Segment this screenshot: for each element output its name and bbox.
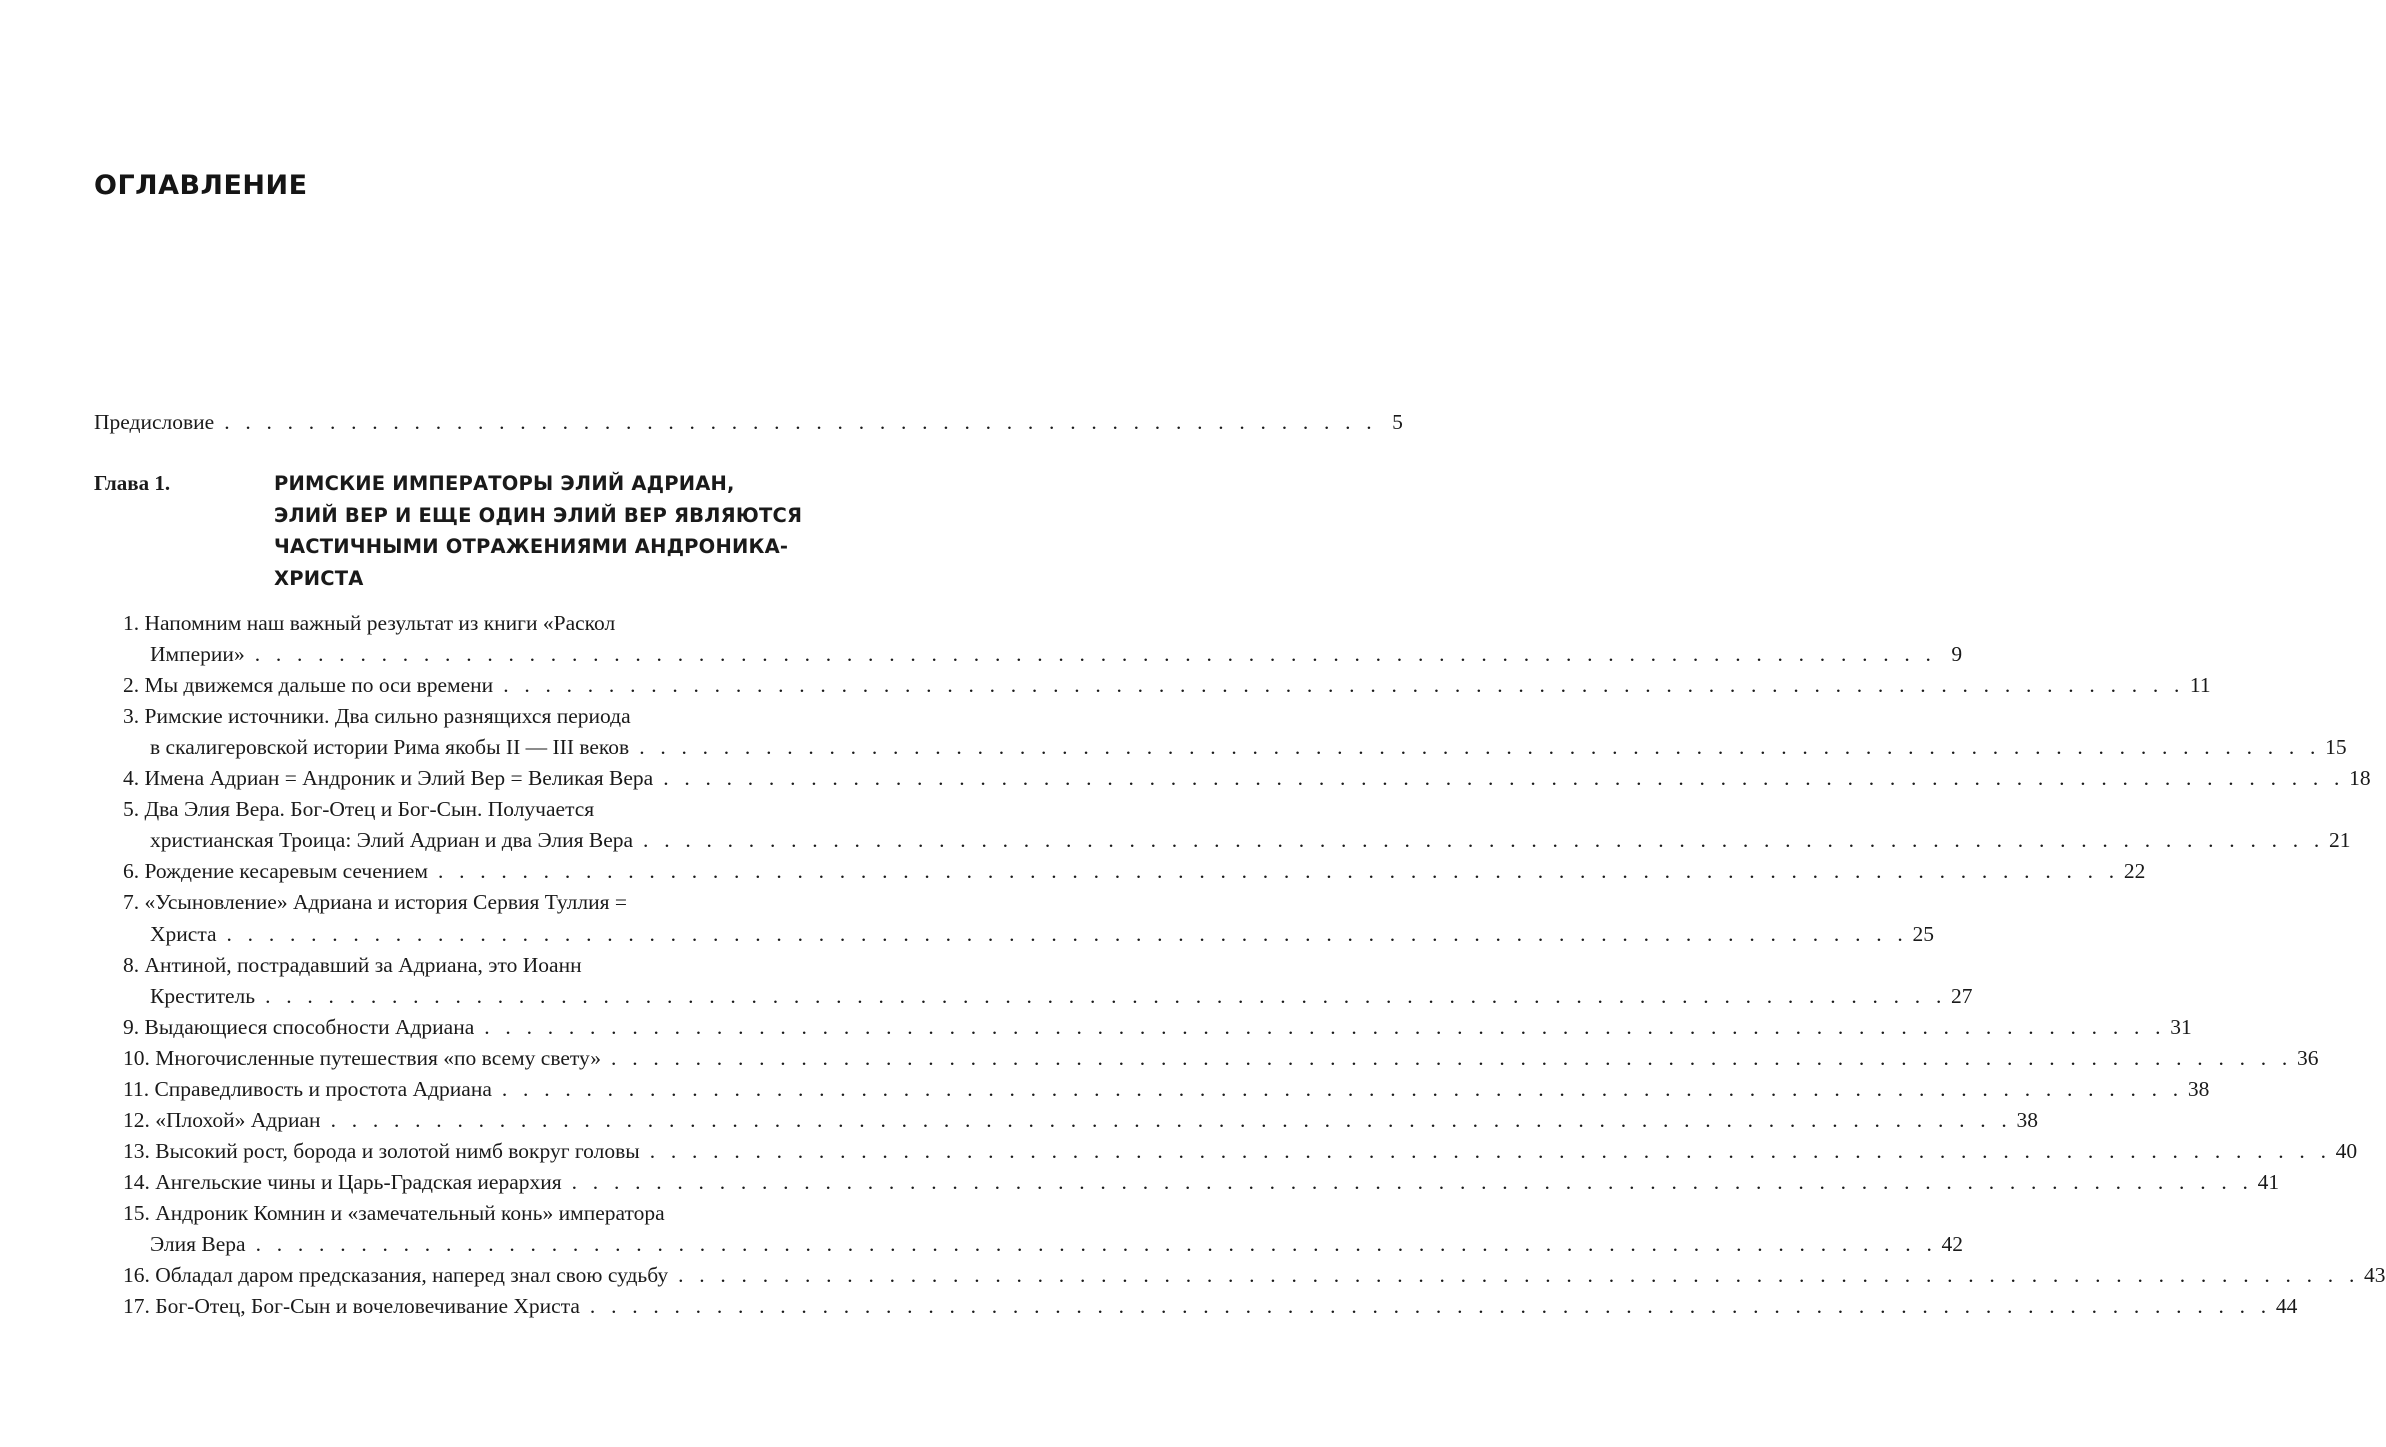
toc-entry[interactable]: [123, 950, 864, 981]
page-title: ОГЛАВЛЕНИЕ: [94, 170, 308, 201]
toc-page-number: 27: [1951, 983, 1973, 1008]
leader-dots: . . . . . . . . . . . . . . . . . . . . . . . . . . . . . . . . . . . . . . . . . . . . . . . . . . . . . . . . . . . . . . . . . . . . . . . . . . . . . . . .: [649, 1138, 2332, 1163]
toc-entry[interactable]: [123, 1012, 2192, 1043]
leader-dots: . . . . . . . . . . . . . . . . . . . . . . . . . . . . . . . . . . . . . . . . . . . . . . . . . . . . . . . . . . . . . . . . . . . . . . . . . . . . . . . .: [611, 1045, 2293, 1070]
toc-entry[interactable]: [123, 1074, 2210, 1105]
toc-entry[interactable]: [123, 887, 864, 918]
toc-entry-label: в скалигеровской истории Рима якобы II — III веков: [150, 735, 630, 760]
toc-entry[interactable]: [123, 856, 2146, 887]
toc-entry-label: 10. Многочисленные путешествия «по всему свету»: [123, 1045, 602, 1070]
toc-page-number: 25: [1912, 921, 1934, 946]
toc-entry-continuation[interactable]: [150, 639, 1963, 670]
toc-entry[interactable]: [123, 1043, 2319, 1074]
toc-entry[interactable]: [123, 701, 864, 732]
chapter-label: Глава 1.: [94, 471, 171, 495]
toc-entry-label: 17. Бог-Отец, Бог-Сын и вочеловечивание Христа: [123, 1294, 580, 1319]
toc-page-number: 40: [2335, 1138, 2358, 1163]
chapter-title-line: ХРИСТА: [274, 566, 364, 590]
toc-page-number: 38: [2016, 1107, 2038, 1132]
toc-page-number: 18: [2349, 766, 2371, 791]
toc-entry-preface[interactable]: [94, 407, 1403, 438]
toc-entry[interactable]: [123, 670, 2211, 701]
toc-entry-continuation[interactable]: [150, 825, 2351, 856]
toc-entry-label: Христа: [150, 921, 217, 946]
toc-page-number: 42: [1941, 1232, 1964, 1256]
leader-dots: . . . . . . . . . . . . . . . . . . . . . . . . . . . . . . . . . . . . . . . . . . . . . . . . . . . . . . . . . . . . . . . . . . . . . . . . . . . . . . . .: [330, 1107, 2012, 1132]
toc-page-number: 9: [1951, 642, 1963, 667]
toc-entry-label: 2. Мы движемся дальше по оси времени: [123, 673, 494, 698]
chapter-title: [274, 468, 874, 594]
toc-entry-label: Креститель: [150, 983, 256, 1008]
toc-entry-label: 16. Обладал даром предсказания, наперед знал свою судьбу: [123, 1263, 669, 1288]
toc-entry-continuation[interactable]: [150, 732, 2347, 763]
toc-entry-continuation[interactable]: [150, 1229, 1964, 1260]
toc-entry-label: христианская Троица: Элий Адриан и два Элия Вера: [150, 828, 634, 853]
leader-dots: . . . . . . . . . . . . . . . . . . . . . . . . . . . . . . . . . . . . . . . . . . . . . . . . . . . . . . . . . . . . . . . . . . . . . . . . . . . . . . . .: [501, 1076, 2184, 1101]
toc-entry[interactable]: [123, 794, 864, 825]
toc-page-number: 11: [2189, 673, 2211, 698]
toc-entry-label: 1. Напомним наш важный результат из книги «Раскол: [123, 611, 616, 635]
toc-entry-label: 11. Справедливость и простота Адриана: [123, 1076, 492, 1101]
toc-entry-label: 4. Имена Адриан = Андроник и Элий Вер = Великая Вера: [123, 766, 654, 791]
leader-dots: . . . . . . . . . . . . . . . . . . . . . . . . . . . . . . . . . . . . . . . . . . . . . . . . . . . . . . .: [224, 410, 1377, 434]
leader-dots: . . . . . . . . . . . . . . . . . . . . . . . . . . . . . . . . . . . . . . . . . . . . . . . . . . . . . . . . . . . . . . . . . . . . . . . . . . . . . . . .: [254, 642, 1937, 667]
toc-entry-label: 8. Антиной, пострадавший за Адриана, это Иоанн: [123, 952, 582, 977]
toc-entry[interactable]: [123, 1105, 2038, 1136]
toc-entry-label: Элия Вера: [150, 1232, 246, 1256]
toc-page-number: 36: [2296, 1045, 2319, 1070]
leader-dots: . . . . . . . . . . . . . . . . . . . . . . . . . . . . . . . . . . . . . . . . . . . . . . . . . . . . . . . . . . . . . . . . . . . . . . . . . . . . . . . .: [226, 921, 1908, 946]
toc-entry[interactable]: [123, 763, 2371, 794]
toc-entry-label: 3. Римские источники. Два сильно разнящихся периода: [123, 704, 631, 729]
leader-dots: . . . . . . . . . . . . . . . . . . . . . . . . . . . . . . . . . . . . . . . . . . . . . . . . . . . . . . . . . . . . . . . . . . . . . . . . . . . . . . . .: [484, 1014, 2166, 1039]
leader-dots: . . . . . . . . . . . . . . . . . . . . . . . . . . . . . . . . . . . . . . . . . . . . . . . . . . . . . . . . . . . . . . . . . . . . . . . . . . . . . . . .: [503, 673, 2185, 698]
toc-entry-label: 9. Выдающиеся способности Адриана: [123, 1014, 475, 1039]
toc-page-number: 38: [2187, 1076, 2210, 1101]
leader-dots: . . . . . . . . . . . . . . . . . . . . . . . . . . . . . . . . . . . . . . . . . . . . . . . . . . . . . . . . . . . . . . . . . . . . . . . . . . . . . . . .: [678, 1263, 2360, 1288]
toc-entry-label: 7. «Усыновление» Адриана и история Сервия Туллия =: [123, 890, 627, 915]
toc-page-number: 21: [2328, 828, 2351, 853]
toc-page-number: 44: [2275, 1294, 2298, 1319]
toc-entry-continuation[interactable]: [150, 919, 1934, 950]
toc-page-number: 5: [1392, 410, 1403, 434]
toc-entry[interactable]: [123, 1167, 2280, 1198]
toc-entry-continuation[interactable]: [150, 981, 1973, 1012]
toc-entry-label: 5. Два Элия Вера. Бог-Отец и Бог-Сын. Получается: [123, 797, 595, 822]
chapter-title-line: РИМСКИЕ ИМПЕРАТОРЫ ЭЛИЙ АДРИАН,: [274, 472, 735, 495]
leader-dots: . . . . . . . . . . . . . . . . . . . . . . . . . . . . . . . . . . . . . . . . . . . . . . . . . . . . . . . . . . . . . . . . . . . . . . . . . . . . . . . .: [265, 983, 1947, 1008]
toc-page-number: 22: [2123, 859, 2146, 884]
toc-entry[interactable]: [123, 1291, 2298, 1322]
toc-entry-label: 6. Рождение кесаревым сечением: [123, 859, 428, 884]
toc-page-number: 31: [2170, 1014, 2192, 1039]
leader-dots: . . . . . . . . . . . . . . . . . . . . . . . . . . . . . . . . . . . . . . . . . . . . . . . . . . . . . . . . . . . . . . . . . . . . . . . . . . . . . . . .: [639, 735, 2321, 760]
leader-dots: . . . . . . . . . . . . . . . . . . . . . . . . . . . . . . . . . . . . . . . . . . . . . . . . . . . . . . . . . . . . . . . . . . . . . . . . . . . . . . . .: [663, 766, 2345, 791]
toc-entry-label: 13. Высокий рост, борода и золотой нимб вокруг головы: [123, 1138, 640, 1163]
leader-dots: . . . . . . . . . . . . . . . . . . . . . . . . . . . . . . . . . . . . . . . . . . . . . . . . . . . . . . . . . . . . . . . . . . . . . . . . . . . . . . . .: [437, 859, 2120, 884]
chapter-title-line: ЭЛИЙ ВЕР И ЕЩЕ ОДИН ЭЛИЙ ВЕР ЯВЛЯЮТСЯ: [274, 503, 803, 527]
toc-entry-label: 15. Андроник Комнин и «замечательный конь» императора: [123, 1200, 665, 1225]
toc-entry[interactable]: [123, 608, 864, 639]
toc-entry[interactable]: [123, 1260, 2386, 1291]
toc-page-number: 15: [2325, 735, 2347, 760]
toc-page-number: 41: [2257, 1169, 2280, 1194]
toc-entry[interactable]: [123, 1136, 2358, 1167]
toc-entry-label: Империи»: [150, 642, 245, 667]
leader-dots: . . . . . . . . . . . . . . . . . . . . . . . . . . . . . . . . . . . . . . . . . . . . . . . . . . . . . . . . . . . . . . . . . . . . . . . . . . . . . . . .: [571, 1169, 2254, 1194]
toc-entry-label: 14. Ангельские чины и Царь-Градская иерархия: [123, 1169, 562, 1194]
chapter-title-line: ЧАСТИЧНЫМИ ОТРАЖЕНИЯМИ АНДРОНИКА-: [274, 535, 789, 558]
toc-entry-label: Предисловие: [94, 410, 215, 434]
leader-dots: . . . . . . . . . . . . . . . . . . . . . . . . . . . . . . . . . . . . . . . . . . . . . . . . . . . . . . . . . . . . . . . . . . . . . . . . . . . . . . . .: [589, 1294, 2272, 1319]
leader-dots: . . . . . . . . . . . . . . . . . . . . . . . . . . . . . . . . . . . . . . . . . . . . . . . . . . . . . . . . . . . . . . . . . . . . . . . . . . . . . . . .: [643, 828, 2325, 853]
toc-entry-label: 12. «Плохой» Адриан: [123, 1107, 321, 1132]
toc-entry[interactable]: [123, 1198, 864, 1229]
leader-dots: . . . . . . . . . . . . . . . . . . . . . . . . . . . . . . . . . . . . . . . . . . . . . . . . . . . . . . . . . . . . . . . . . . . . . . . . . . . . . . . .: [255, 1232, 1938, 1256]
toc-page-number: 43: [2364, 1263, 2386, 1288]
